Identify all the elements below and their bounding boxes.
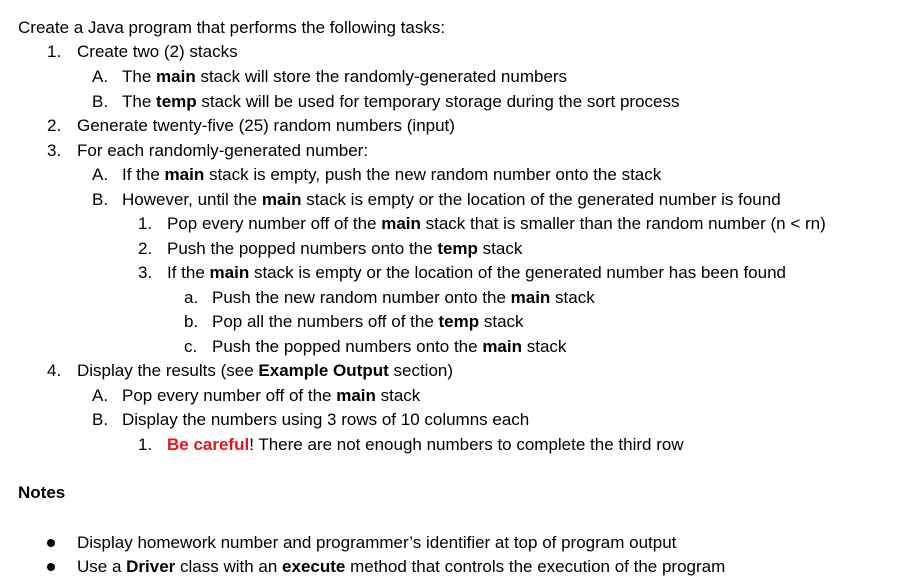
task-3-text: For each randomly-generated number: bbox=[77, 141, 369, 160]
task-4b-marker: B. bbox=[92, 410, 109, 429]
task-3b3a-text: Push the new random number onto the main stack bbox=[212, 288, 595, 307]
task-3b3-text: If the main stack is empty or the location of the generated number has been found bbox=[167, 263, 786, 282]
task-3b3a-marker: a. bbox=[184, 288, 199, 307]
task-1a-marker: A. bbox=[92, 67, 109, 86]
task-3b2-text: Push the popped numbers onto the temp stack bbox=[167, 239, 523, 258]
task-4b-text: Display the numbers using 3 rows of 10 columns each bbox=[122, 410, 530, 429]
task-1b-marker: B. bbox=[92, 92, 109, 111]
task-4-marker: 4. bbox=[47, 361, 62, 380]
task-4b1-marker: 1. bbox=[138, 435, 153, 454]
task-3b-marker: B. bbox=[92, 190, 109, 209]
task-3b1-marker: 1. bbox=[138, 214, 153, 233]
task-3b-text: However, until the main stack is empty or the location of the generated number is found bbox=[122, 190, 781, 209]
task-2-marker: 2. bbox=[47, 116, 62, 135]
task-3b3c-marker: c. bbox=[184, 337, 198, 356]
task-1-text: Create two (2) stacks bbox=[77, 42, 238, 61]
note-1 bbox=[0, 531, 904, 555]
intro-text: Create a Java program that performs the following tasks: bbox=[18, 18, 446, 37]
task-3b1-text: Pop every number off of the main stack that is smaller than the random number (n < rn) bbox=[167, 214, 826, 233]
task-3a-text: If the main stack is empty, push the new random number onto the stack bbox=[122, 165, 662, 184]
task-3a-marker: A. bbox=[92, 165, 109, 184]
task-4-text: Display the results (see Example Output section) bbox=[77, 361, 454, 380]
task-4a-text: Pop every number off of the main stack bbox=[122, 386, 421, 405]
note-1-text: Display homework number and programmer’s identifier at top of program output bbox=[77, 533, 677, 552]
task-4b1-text: Be careful! There are not enough numbers to complete the third row bbox=[167, 435, 684, 454]
task-2-text: Generate twenty-five (25) random numbers (input) bbox=[77, 116, 455, 135]
task-3b3b-text: Pop all the numbers off of the temp stack bbox=[212, 312, 524, 331]
bullet-icon bbox=[47, 563, 55, 571]
task-3b3b-marker: b. bbox=[184, 312, 199, 331]
notes-heading: Notes bbox=[18, 483, 66, 502]
task-3-marker: 3. bbox=[47, 141, 62, 160]
bullet-icon bbox=[47, 539, 55, 547]
task-3b2-marker: 2. bbox=[138, 239, 153, 258]
task-1a-text: The main stack will store the randomly-generated numbers bbox=[122, 67, 568, 86]
task-4a-marker: A. bbox=[92, 386, 109, 405]
task-3b3c-text: Push the popped numbers onto the main stack bbox=[212, 337, 567, 356]
task-3b3-marker: 3. bbox=[138, 263, 153, 282]
note-2-text: Use a Driver class with an execute method that controls the execution of the program bbox=[77, 557, 726, 576]
note-2 bbox=[0, 555, 904, 579]
warning-text: Be careful bbox=[167, 435, 250, 454]
task-1-marker: 1. bbox=[47, 42, 62, 61]
task-1b-text: The temp stack will be used for temporary storage during the sort process bbox=[122, 92, 680, 111]
